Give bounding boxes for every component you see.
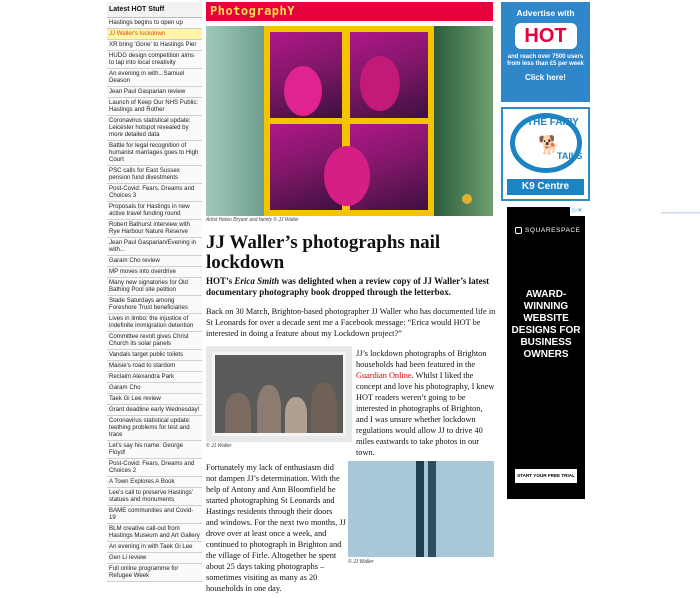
- sidebar-item[interactable]: PSC calls for East Sussex pension fund divestments: [107, 166, 202, 184]
- article-paragraph: [356, 348, 496, 458]
- author-name: Erica Smith: [234, 276, 280, 286]
- sidebar-item[interactable]: Post-Covid: Fears, Dreams and Choices 2: [107, 459, 202, 477]
- hero-window-frame: [264, 26, 434, 216]
- brand-name: SQUARESPACE: [525, 227, 581, 235]
- hero-figure: [324, 146, 370, 206]
- sidebar-item[interactable]: Lives in limbo: the injustice of indefinite immigration detention: [107, 314, 202, 332]
- door-frame-bar: [416, 461, 424, 557]
- advertise-with-hot-ad[interactable]: [501, 2, 590, 102]
- article-paragraph: Fortunately my lack of enthusiasm did not dampen JJ’s determination. With the help of Antony and Ann Bloomfield he started photographing St Leonards and Hastings residents through their doors and windows. For the next two months, JJ drove over at least once a week, and continued to photograph in Brighton and the village of Firle. Altogether he spent about 25 days taking photographs – sometimes visiting as many as 20 households in one day.: [206, 463, 346, 593]
- sidebar-list: [107, 18, 202, 582]
- ad-hot-line2: and reach over 7500 users from less than £5 per week: [507, 54, 584, 67]
- standfirst-text: was delighted when a review copy of JJ Waller’s latest documentary photography book dropped through the letterbox.: [206, 276, 490, 297]
- sidebar-item[interactable]: XR bring 'Gone' to Hastings Pier: [107, 40, 202, 51]
- sidebar-item[interactable]: Maisie's road to stardom: [107, 361, 202, 372]
- photo-person: [311, 383, 337, 433]
- k9-logo-word: THE FAIRY: [527, 117, 579, 128]
- ad-close-icon[interactable]: ▷✕: [570, 207, 585, 216]
- squarespace-brand: [515, 227, 581, 234]
- sidebar-item[interactable]: Garam Cho: [107, 383, 202, 394]
- door-photo: [348, 461, 494, 557]
- article-headline: JJ Waller’s photographs nail lockdown: [206, 232, 441, 273]
- sidebar-item[interactable]: Jean Paul Gasparian/Evening in with...: [107, 238, 202, 256]
- sidebar-item[interactable]: A Town Explores A Book: [107, 477, 202, 488]
- sidebar-item[interactable]: BLM creative call-out from Hastings Museum and Art Gallery: [107, 524, 202, 542]
- family-window-photo: [206, 346, 352, 442]
- ad-hot-cta[interactable]: Click here!: [525, 73, 566, 82]
- hero-figure: [284, 66, 322, 116]
- page-edge-divider: [661, 212, 700, 214]
- sidebar-item[interactable]: An evening in with...Samuel Deason: [107, 69, 202, 87]
- sidebar-item[interactable]: Coronavirus statistical update: Leicester hotspot revealed by more detailed data: [107, 116, 202, 141]
- photo-window: [212, 352, 346, 436]
- sidebar-item[interactable]: Many new signatories for Old Bathing Pool site petition: [107, 278, 202, 296]
- hero-door: [434, 26, 493, 216]
- squarespace-ad[interactable]: [507, 207, 585, 499]
- photo-person: [257, 385, 281, 433]
- photo3-caption: © JJ Waller: [348, 559, 374, 565]
- photo-person: [285, 397, 307, 433]
- sidebar-title: Latest HOT Stuff: [107, 2, 202, 18]
- hero-wall-left: [206, 26, 264, 216]
- door-knob: [462, 194, 472, 204]
- article-paragraph: Back on 30 March, Brighton-based photographer JJ Waller who has documented life in St Leonards for over a decade sent me a Facebook message: “Erica would HOT be interested in doing a feature about my Lockdown project?”: [206, 307, 496, 338]
- sidebar-item[interactable]: JJ Waller's lockdown: [107, 29, 202, 40]
- hero-photo: [206, 26, 493, 216]
- sidebar-item[interactable]: BAME communities and Covid-19: [107, 506, 202, 524]
- sidebar-item[interactable]: Lee's call to preserve Hastings' statues and monuments: [107, 488, 202, 506]
- squarespace-headline: AWARD-WINNING WEBSITE DESIGNS FOR BUSINESS OWNERS: [511, 289, 581, 360]
- free-trial-button[interactable]: START YOUR FREE TRIAL: [515, 469, 577, 483]
- standfirst-prefix: HOT’s: [206, 276, 235, 286]
- sidebar-item[interactable]: HUDG design competition aims to tap into local creativity: [107, 51, 202, 69]
- section-banner: [206, 2, 493, 21]
- sidebar-item[interactable]: Battle for legal recognition of humanist marriages goes to High Court: [107, 141, 202, 166]
- sidebar-item[interactable]: Taek Gi Lee review: [107, 394, 202, 405]
- sidebar-item[interactable]: Garam Cho review: [107, 256, 202, 267]
- k9-logo-word: TAILS: [557, 151, 583, 161]
- sidebar-item[interactable]: Grant deadline early Wednesday!: [107, 405, 202, 416]
- sidebar-item[interactable]: MP moves into overdrive: [107, 267, 202, 278]
- sidebar-item[interactable]: An evening in with Taek Gi Lee: [107, 542, 202, 553]
- sidebar-item[interactable]: Committee revolt gives Christ Church its solar panels: [107, 332, 202, 350]
- sidebar-item[interactable]: Launch of Keep Our NHS Public: Hastings and Rother: [107, 98, 202, 116]
- sidebar-item[interactable]: Coronavirus statistical update: teething problems for test and trace: [107, 416, 202, 441]
- door-frame-bar: [428, 461, 436, 557]
- sidebar-item[interactable]: Jean Paul Gasparian review: [107, 87, 202, 98]
- k9-centre-ad[interactable]: [501, 107, 590, 201]
- sidebar-item[interactable]: Proposals for Hastings in new active travel funding round: [107, 202, 202, 220]
- para2-text: JJ’s lockdown photographs of Brighton households had been featured in the: [356, 349, 487, 369]
- dog-icon: 🐕: [538, 135, 561, 155]
- hero-figure: [360, 56, 400, 111]
- sidebar-item[interactable]: Post-Covid: Fears, Dreams and Choices 3: [107, 184, 202, 202]
- photo-person: [225, 393, 251, 433]
- para2-text: . Whilst I liked the concept and love his photography, I knew HOT readers weren’t going to be interested in photographs of Brighton, and I was unsure whether lockdown regulations would allow JJ to drive 40 miles eastwards to take photos in our town.: [356, 371, 495, 457]
- latest-stuff-sidebar: [107, 0, 202, 598]
- hot-logo: HOT: [515, 23, 577, 49]
- article-standfirst: [206, 276, 496, 298]
- sidebar-item[interactable]: Robert Bathurst interview with Rye Harbour Nature Reserve: [107, 220, 202, 238]
- sidebar-item[interactable]: Hastings begins to open up: [107, 18, 202, 29]
- sidebar-item[interactable]: Stade Saturdays among Foreshore Trust beneficiaries: [107, 296, 202, 314]
- photo2-caption: © JJ Waller: [206, 443, 232, 449]
- hero-caption: Artist Helen Bryant and family © JJ Waller: [206, 217, 299, 223]
- guardian-online-link[interactable]: Guardian Online: [356, 371, 412, 380]
- sidebar-item[interactable]: Gen Li review: [107, 553, 202, 564]
- ad-hot-line1: Advertise with: [516, 8, 575, 18]
- sidebar-item[interactable]: Full online programme for Refugee Week: [107, 564, 202, 582]
- section-title: PhotographY: [210, 4, 295, 18]
- k9-name: K9 Centre: [507, 179, 584, 195]
- squarespace-logo-icon: [515, 227, 522, 234]
- sidebar-item[interactable]: Reclaim Alexandra Park: [107, 372, 202, 383]
- sidebar-item[interactable]: Vandals target public toilets: [107, 350, 202, 361]
- sidebar-item[interactable]: Let's say his name: George Floyd!: [107, 441, 202, 459]
